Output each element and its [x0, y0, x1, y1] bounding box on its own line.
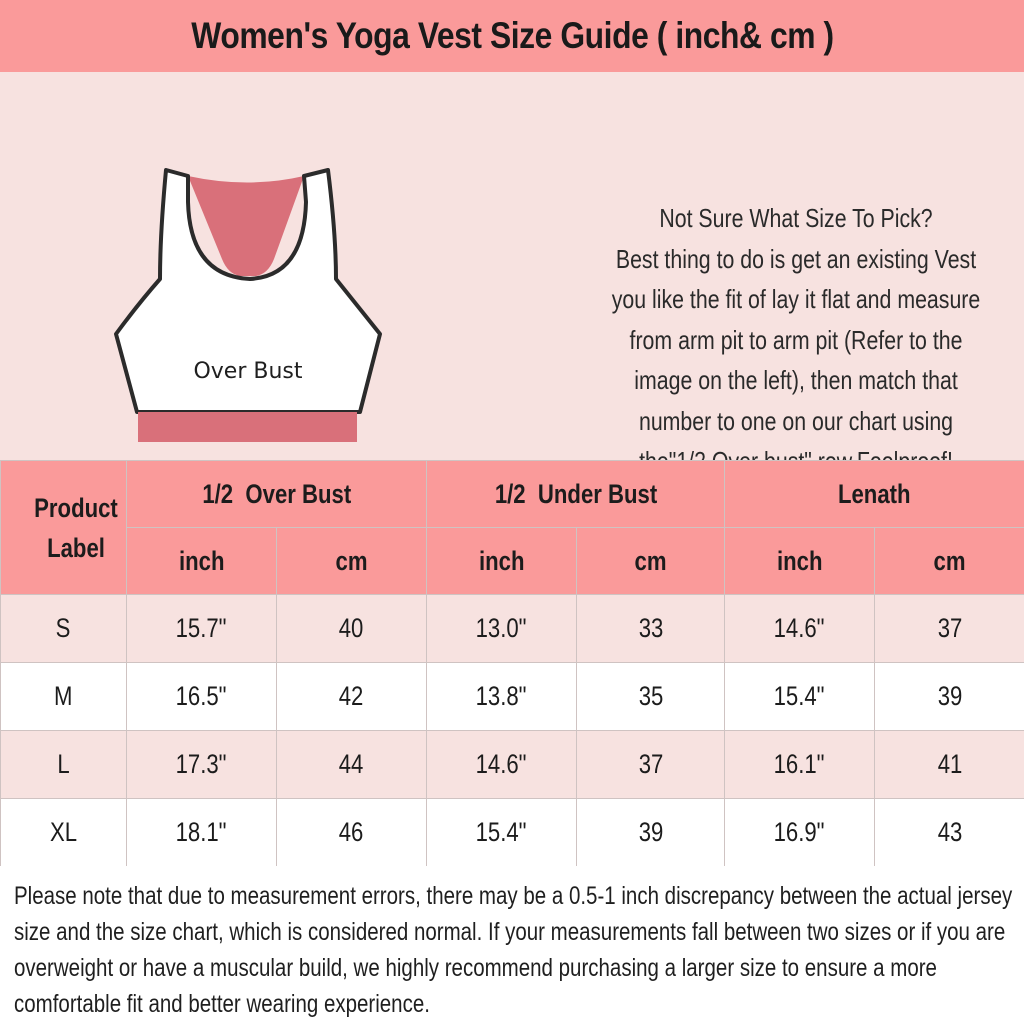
- unit-header: cm: [277, 528, 427, 595]
- value-cell: 43: [875, 799, 1024, 867]
- value-cell: 15.7": [127, 595, 277, 663]
- sports-bra-illustration-icon: [108, 164, 388, 454]
- value-cell: 42: [277, 663, 427, 731]
- unit-header: inch: [427, 528, 577, 595]
- size-guide-text: [609, 198, 983, 482]
- unit-header: inch: [725, 528, 875, 595]
- guide-line: you like the fit of lay it flat and measure: [611, 284, 981, 314]
- group-header-row: [1, 461, 1024, 528]
- value-cell: 16.1": [725, 731, 875, 799]
- guide-line: Best thing to do is get an existing Vest: [615, 243, 977, 274]
- table-row: [1, 799, 1024, 867]
- unit-header: cm: [875, 528, 1024, 595]
- value-cell: 44: [277, 731, 427, 799]
- size-cell: L: [1, 731, 127, 799]
- value-cell: 39: [875, 663, 1024, 731]
- product-label-header: Product Label: [1, 461, 127, 595]
- guide-line: number to one on our chart using: [638, 405, 954, 436]
- table-row: [1, 731, 1024, 799]
- value-cell: 16.5": [127, 663, 277, 731]
- table-row: [1, 595, 1024, 663]
- value-cell: 39: [577, 799, 725, 867]
- value-cell: 18.1": [127, 799, 277, 867]
- value-cell: 37: [577, 731, 725, 799]
- under-bust-header: 1/2 Under Bust: [427, 461, 725, 528]
- value-cell: 40: [277, 595, 427, 663]
- title-bar: [0, 0, 1024, 74]
- value-cell: 15.4": [427, 799, 577, 867]
- value-cell: 15.4": [725, 663, 875, 731]
- value-cell: 35: [577, 663, 725, 731]
- value-cell: 14.6": [427, 731, 577, 799]
- size-cell: XL: [1, 799, 127, 867]
- value-cell: 46: [277, 799, 427, 867]
- over-bust-header: 1/2 Over Bust: [127, 461, 427, 528]
- underband: [138, 412, 357, 442]
- value-cell: 13.8": [427, 663, 577, 731]
- guide-line: image on the left), then match that: [634, 365, 958, 395]
- table-row: [1, 663, 1024, 731]
- over-bust-label: Over Bust: [193, 359, 303, 384]
- value-cell: 16.9": [725, 799, 875, 867]
- unit-header: cm: [577, 528, 725, 595]
- value-cell: 33: [577, 595, 725, 663]
- value-cell: 17.3": [127, 731, 277, 799]
- guide-line: Not Sure What Size To Pick?: [659, 203, 933, 233]
- value-cell: 41: [875, 731, 1024, 799]
- intro-panel: [0, 72, 1024, 460]
- size-cell: M: [1, 663, 127, 731]
- disclaimer-text: Please note that due to measurement errors, there may be a 0.5-1 inch discrepancy between the actual jersey size and the size chart, which is considered normal. If your measurements fall between two sizes or if you are overweight or have a muscular build, we highly recommend purchasing a larger size to ensure a more comfortable fit and better wearing experience.: [14, 882, 1013, 1018]
- value-cell: 14.6": [725, 595, 875, 663]
- size-chart-table: [0, 460, 1024, 867]
- unit-header-row: [1, 528, 1024, 595]
- size-cell: S: [1, 595, 127, 663]
- value-cell: 37: [875, 595, 1024, 663]
- length-header: Lenath: [725, 461, 1024, 528]
- value-cell: 13.0": [427, 595, 577, 663]
- unit-header: inch: [127, 528, 277, 595]
- disclaimer-note: [0, 866, 1024, 1024]
- guide-line: from arm pit to arm pit (Refer to the: [629, 324, 963, 355]
- page-title: Women's Yoga Vest Size Guide ( inch& cm ): [190, 15, 834, 56]
